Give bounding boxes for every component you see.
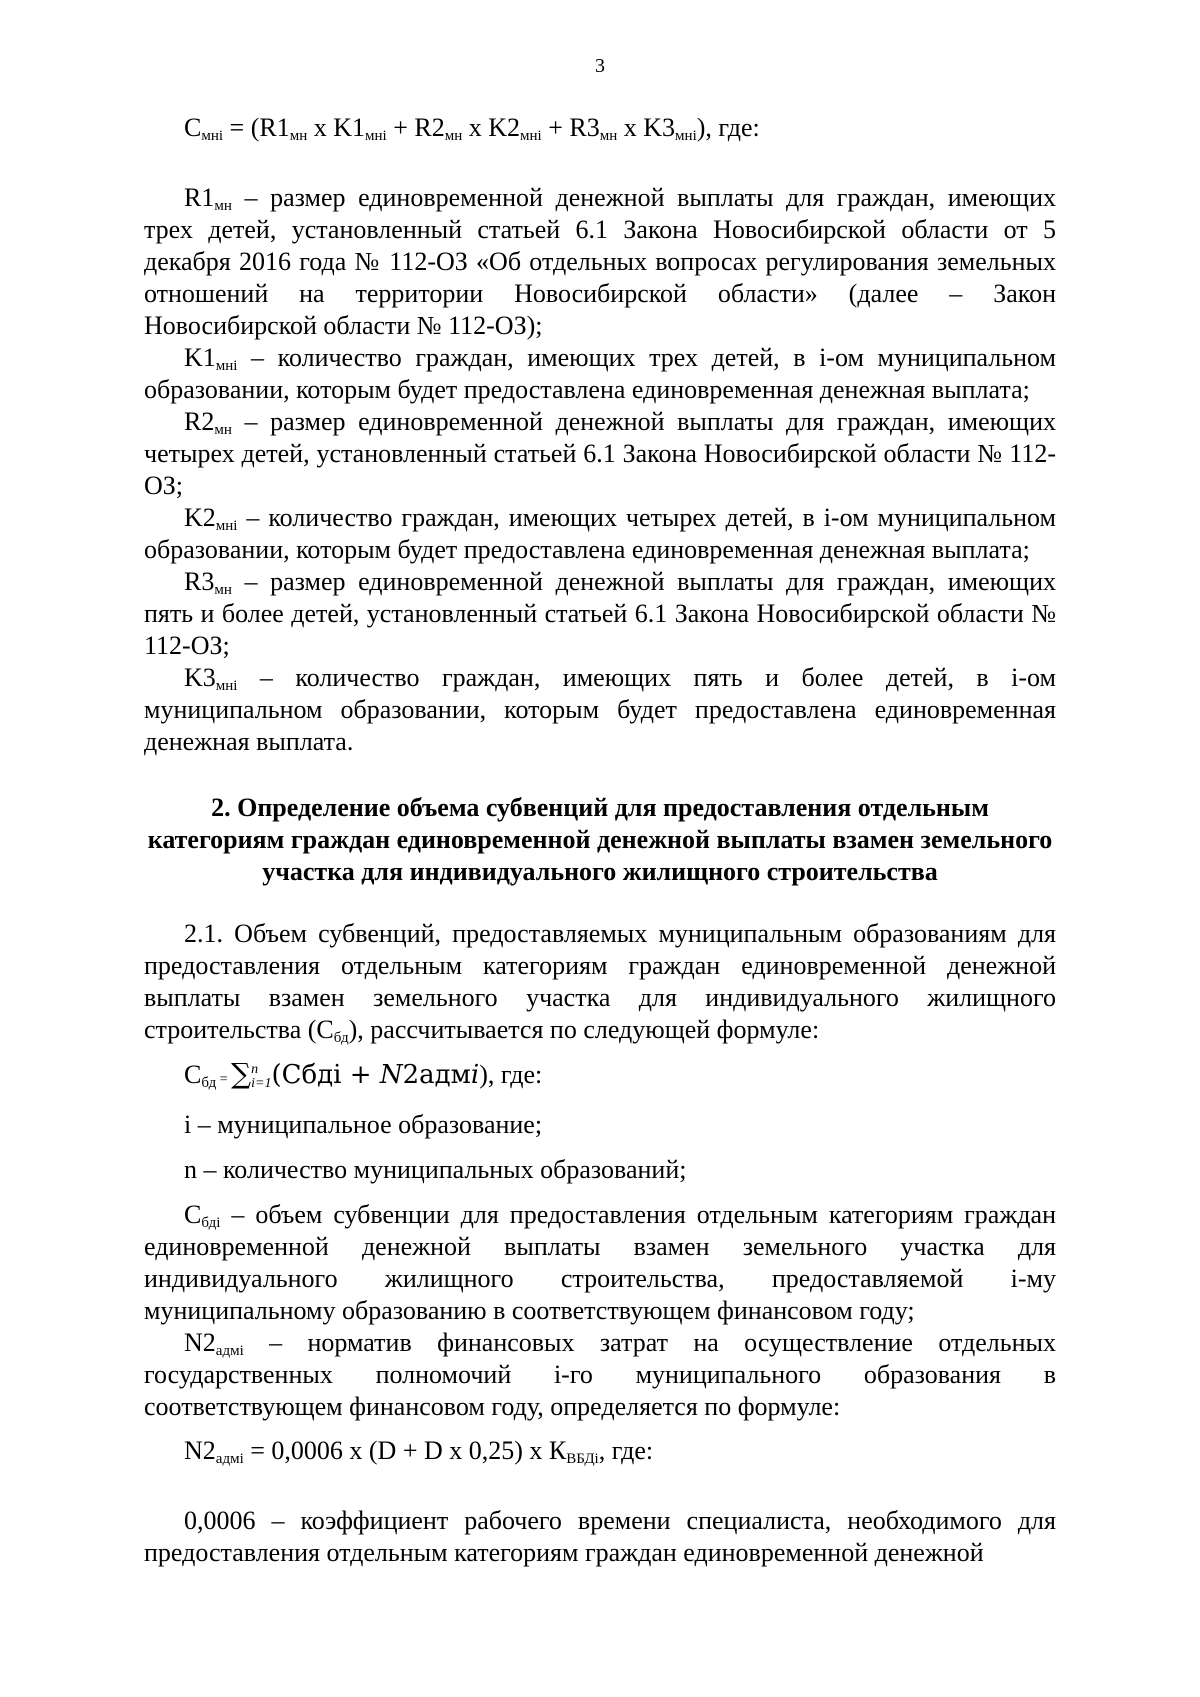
definition-i: i – муниципальное образование; xyxy=(184,1110,543,1139)
definition-r3: $R3_{мн}$ – размер единовременной денежной выплаты для граждан, имеющих пять и более детей, установленный статьей 6.1 Закона Новосибирской области № 112-ОЗ; xyxy=(144,567,1056,660)
definition-cbdi: $С_{бдi}$ – объем субвенции для предоставления отдельным категориям граждан единовременной денежной выплаты взамен земельного участка для индивидуального жилищного строительства, предоставляемой i-му муниципальному образованию в соответствующем финансовом году; xyxy=(144,1200,1056,1325)
sum-limits: n i=1 xyxy=(251,1062,272,1092)
section-2-heading: 2. Определение объема субвенций для предоставления отдельным категориям граждан единовременной денежной выплаты взамен земельного участка для индивидуального жилищного строительства xyxy=(147,793,1053,886)
formula-cbd: $С_{бд} = \sum n$ i=1(Сбдi + N2адмi), где: xyxy=(184,1057,543,1092)
formula-cmni: $С_{мнi} = (R1_{мн}$ х $K1_{мнi} + R2_{мн}$ х $K2_{мнi} + R3_{мн}$ х $K3_{мнi}$), где: xyxy=(184,113,760,144)
definition-k2: $K2_{мнi}$ – количество граждан, имеющих четырех детей, в i-ом муниципальном образовании, которым будет предоставлена единовременная денежная выплата; xyxy=(144,503,1056,564)
paragraph-2-1: 2.1. Объем субвенций, предоставляемых муниципальным образованиям для предоставления отдельным категориям граждан единовременной денежной выплаты взамен земельного участка для индивидуального жилищного строительства $(С_{бд})$, рассчитывается по следующей формуле: xyxy=(144,919,1056,1046)
definition-n2adm: $N2_{адмi}$ – норматив финансовых затрат на осуществление отдельных государственных полномочий i-го муниципального образования в соответствующем финансовом году, определяется по формуле: xyxy=(144,1328,1056,1421)
definition-n: n – количество муниципальных образований; xyxy=(184,1155,687,1184)
definition-coefficient: 0,0006 – коэффициент рабочего времени специалиста, необходимого для предоставления отдельным категориям граждан единовременной денежной xyxy=(144,1506,1056,1567)
page-number: 3 xyxy=(595,55,605,77)
sum-icon: ∑ xyxy=(231,1057,252,1090)
formula-n2adm: $N2_{адмi} = 0,0006$ х (D + D х 0,25) х $К_{ВБДi}$, где: xyxy=(184,1436,654,1467)
definition-k1: $K1_{мнi}$ – количество граждан, имеющих трех детей, в i-ом муниципальном образовании, которым будет предоставлена единовременная денежная выплата; xyxy=(144,343,1056,404)
definition-r2: $R2_{мн}$ – размер единовременной денежной выплаты для граждан, имеющих четырех детей, установленный статьей 6.1 Закона Новосибирской области № 112-ОЗ; xyxy=(144,407,1056,500)
definition-r1: $R1_{мн}$ – размер единовременной денежной выплаты для граждан, имеющих трех детей, установленный статьей 6.1 Закона Новосибирской области от 5 декабря 2016 года № 112-ОЗ «Об отдельных вопросах регулирования земельных отношений на территории Новосибирской области» (далее – Закон Новосибирской области № 112-ОЗ); xyxy=(144,183,1056,340)
definition-k3: $K3_{мнi}$ – количество граждан, имеющих пять и более детей, в i-ом муниципальном образовании, которым будет предоставлена единовременная денежная выплата. xyxy=(144,663,1056,756)
document-body xyxy=(144,112,1056,1569)
